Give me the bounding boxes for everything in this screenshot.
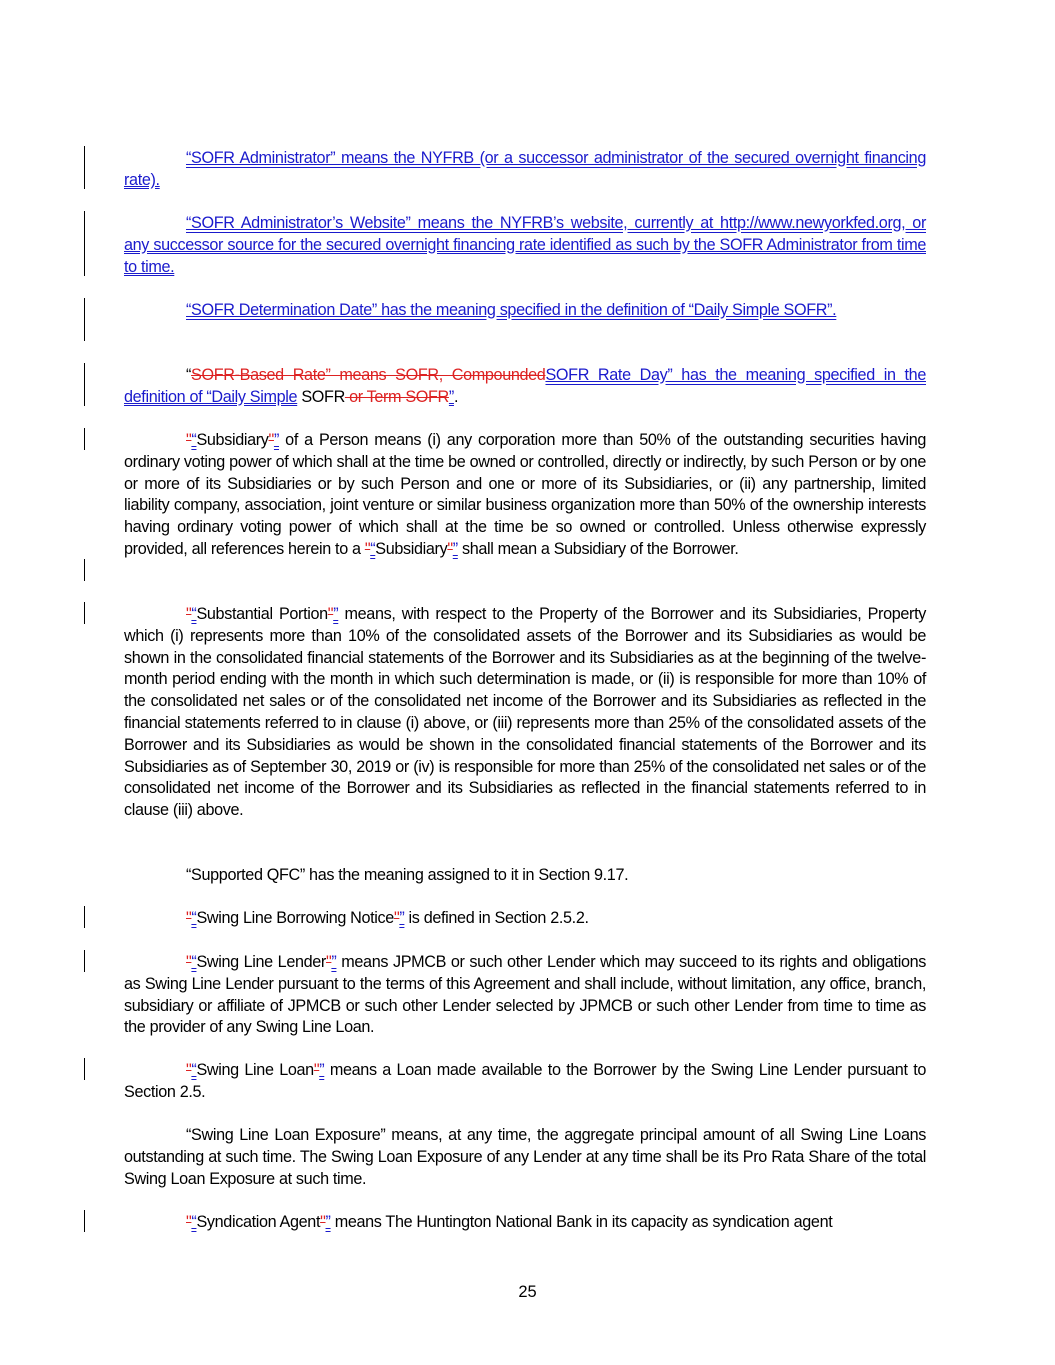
deleted-text: " xyxy=(186,431,192,449)
deleted-text: " xyxy=(364,539,371,558)
deleted-text: or Term SOFR xyxy=(344,387,449,406)
inserted-text: ” xyxy=(333,605,339,623)
inserted-text: ” xyxy=(325,1213,331,1231)
body-text: “ xyxy=(186,366,192,384)
definition-swing-line-lender xyxy=(124,952,926,1039)
definition-swing-line-borrowing-notice xyxy=(124,908,926,930)
inserted-text: ” xyxy=(319,1061,325,1079)
inserted-text: “ xyxy=(191,953,197,971)
definition-sofr-administrators-website xyxy=(124,213,926,278)
deleted-text: " xyxy=(186,1213,192,1231)
body-text: means JPMCB or such other Lender which may succeed to its rights and obligations as Swing Line Lender pursuant to the terms of this Agreement and shall include, without limitation, any office, branch, subsidiary or affiliate of JPMCB or such other Lender selected by JPMCB or such other Lender from time to time as the provider of any Swing Line Loan. xyxy=(124,953,926,1037)
change-bar xyxy=(84,211,85,276)
deleted-text: " xyxy=(186,909,192,927)
deleted-text: " xyxy=(327,605,334,623)
body-text: Swing Line Lender xyxy=(196,953,326,971)
deleted-text: " xyxy=(393,909,400,927)
definition-sofr-determination-date xyxy=(124,300,926,322)
definition-sofr-rate-day xyxy=(124,365,926,409)
inserted-text: “ xyxy=(370,539,376,558)
definition-sofr-administrator xyxy=(124,148,926,192)
change-bar xyxy=(84,363,85,406)
body-text: . xyxy=(453,387,459,406)
definition-subsidiary xyxy=(124,430,926,561)
body-text: SOFR xyxy=(297,387,345,406)
body-text: of a Person means (i) any corporation more than 50% of the outstanding securities having ordinary voting power of which shall at the time be owned or controlled, directly or indirectly, by such Person or by one or more of its Subsidiaries or by such Person and one or more of its Subsidiaries, or (ii) any partnership, limited liability company, association, joint venture or similar business organization more than 50% of the ownership interests having ordinary voting power of which shall at the time be so owned or controlled. Unless otherwise expressly provided, all references herein to a xyxy=(124,431,926,558)
inserted-text: “SOFR Determination Date” has the meaning specified in the definition of “Daily Simple SOFR”. xyxy=(186,301,837,319)
change-bar xyxy=(84,1058,85,1080)
definition-supported-qfc xyxy=(124,865,926,887)
inserted-text: ” xyxy=(399,909,405,927)
deleted-text: " xyxy=(268,431,274,449)
deleted-text: " xyxy=(320,1213,326,1231)
inserted-text: ” xyxy=(452,539,458,558)
deleted-text: " xyxy=(186,1061,192,1079)
inserted-text: ” xyxy=(273,431,279,449)
deleted-text: SOFR-Based Rate” means SOFR, Compounded xyxy=(191,366,546,384)
inserted-text: “ xyxy=(191,909,197,927)
definition-substantial-portion xyxy=(124,604,926,822)
change-bar xyxy=(84,559,85,581)
deleted-text: " xyxy=(186,605,192,623)
body-text: Syndication Agent xyxy=(196,1213,321,1231)
body-text: means, with respect to the Property of the Borrower and its Subsidiaries, Property which (i) represents more than 10% of the consolidated assets of the Borrower and its Subsidiaries as would be shown in the consolidated financial statements of the Borrower and its Subsidiaries as at the beginning of the twelve-month period ending with the month in which such determination is made, or (ii) is responsible for more than 10% of the consolidated net sales or of the consolidated net income of the Borrower and its Subsidiaries as reflected in the financial statements referred to in clause (i) above, or (iii) represents more than 25% of the consolidated assets of the Borrower and its Subsidiaries as would be shown in the consolidated financial statements of the Borrower and its Subsidiaries as of September 30, 2019 or (iv) is responsible for more than 25% of the consolidated net sales or of the consolidated net income of the Borrower and its Subsidiaries as reflected in the financial statements referred to in clause (iii) above. xyxy=(124,605,926,820)
deleted-text: " xyxy=(447,539,453,558)
inserted-text: SOFR Rate Day” has the meaning specified in the definition of “Daily Simple xyxy=(124,366,926,406)
inserted-text: ” xyxy=(331,953,337,971)
body-text: Swing Line Loan xyxy=(196,1061,314,1079)
change-bar xyxy=(84,428,85,450)
inserted-text: “ xyxy=(191,1061,197,1079)
inserted-text: “ xyxy=(191,431,197,449)
change-bar xyxy=(84,1210,85,1232)
deleted-text: " xyxy=(325,953,332,971)
inserted-text: “SOFR Administrator’s Website” means the NYFRB’s website, currently at http://www.newyorkfed.org, or any successor source for the secured overnight financing rate identified as such by the SOFR Administrator from time to time. xyxy=(124,214,926,276)
change-bar xyxy=(84,298,85,341)
inserted-text: “ xyxy=(191,605,197,623)
body-text: is defined in Section 2.5.2. xyxy=(404,909,589,927)
change-bar xyxy=(84,906,85,928)
definition-swing-line-loan xyxy=(124,1060,926,1104)
body-text: Subsidiary xyxy=(196,431,269,449)
definition-syndication-agent xyxy=(124,1212,926,1234)
body-text: “Supported QFC” has the meaning assigned to it in Section 9.17. xyxy=(186,866,629,884)
deleted-text: " xyxy=(186,953,192,971)
body-text: Swing Line Borrowing Notice xyxy=(196,909,394,927)
body-text: Substantial Portion xyxy=(196,605,328,623)
body-text: Subsidiary xyxy=(375,539,448,558)
body-text: shall mean a Subsidiary of the Borrower. xyxy=(457,539,739,558)
change-bar xyxy=(84,950,85,972)
body-text: “Swing Line Loan Exposure” means, at any time, the aggregate principal amount of all Swing Line Loans outstanding at such time. The Swing Loan Exposure of any Lender at any time shall be its Pro Rata Share of the total Swing Loan Exposure at such time. xyxy=(124,1126,926,1188)
page-number: 25 xyxy=(518,1283,537,1301)
body-text: means The Huntington National Bank in its capacity as syndication agent xyxy=(330,1213,833,1231)
definition-swing-line-loan-exposure xyxy=(124,1125,926,1190)
inserted-text: ” xyxy=(448,387,454,406)
body-text: means a Loan made available to the Borrower by the Swing Line Lender pursuant to Section 2.5. xyxy=(124,1061,926,1101)
inserted-text: “ xyxy=(191,1213,197,1231)
inserted-text: “SOFR Administrator” means the NYFRB (or a successor administrator of the secured overnight financing rate). xyxy=(124,149,926,189)
change-bar xyxy=(84,602,85,624)
change-bar xyxy=(84,146,85,189)
deleted-text: " xyxy=(313,1061,320,1079)
